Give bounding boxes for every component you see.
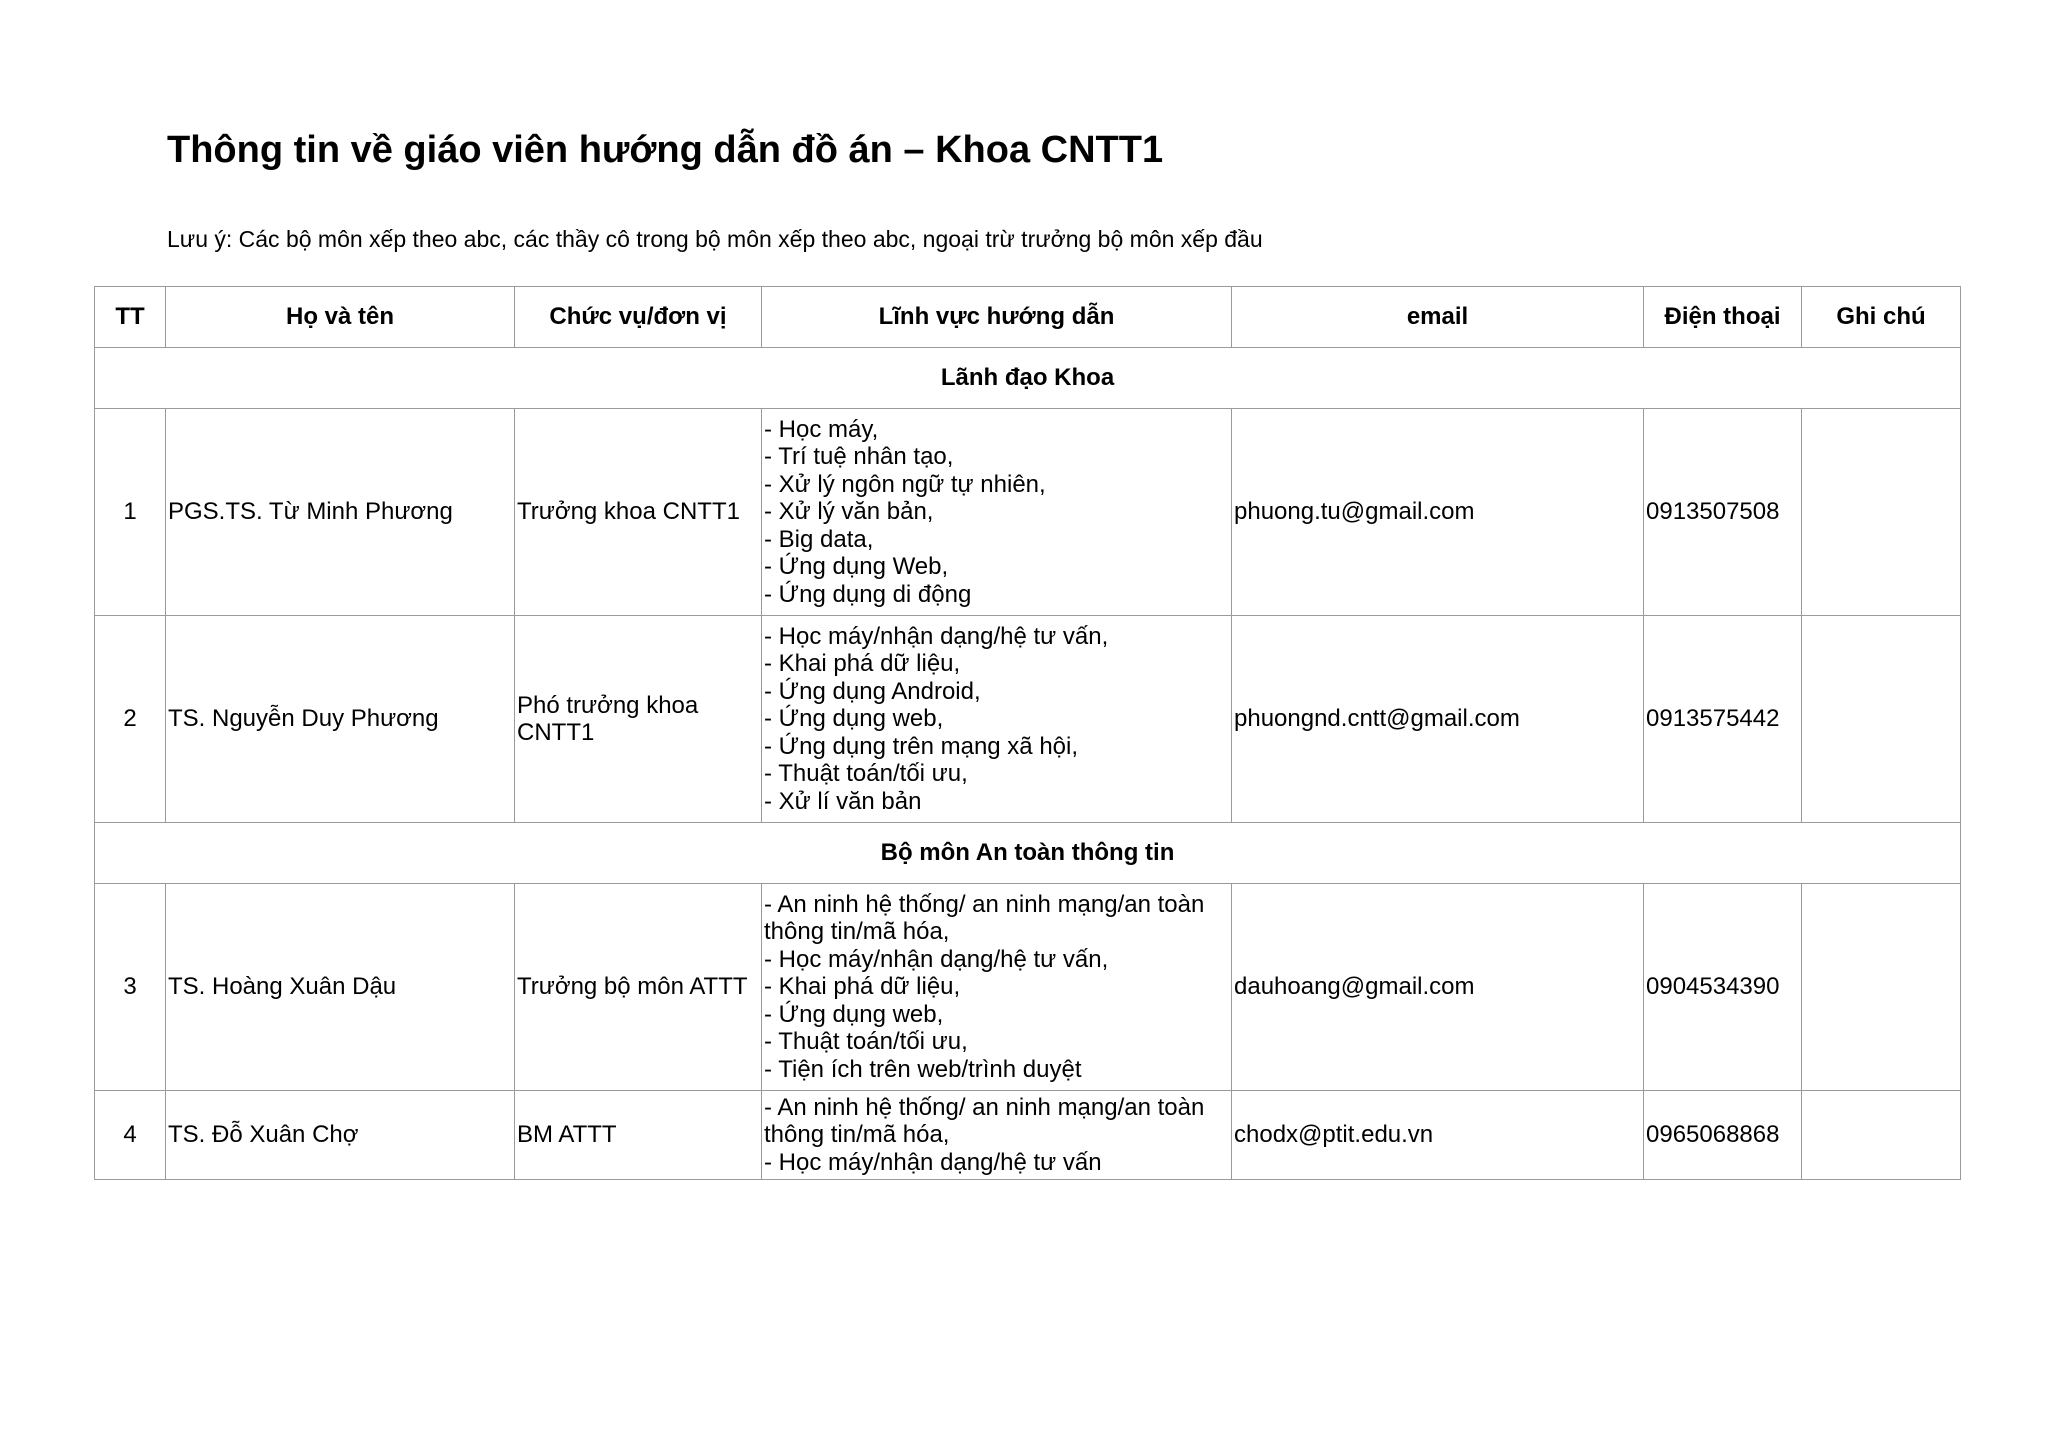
field-item: - Khai phá dữ liệu, xyxy=(764,650,961,678)
cell-phone: 0965068868 xyxy=(1644,1091,1802,1180)
cell-notes xyxy=(1802,616,1961,823)
field-item: - Big data, xyxy=(764,525,874,553)
cell-notes xyxy=(1802,1091,1961,1180)
cell-name: TS. Nguyễn Duy Phương xyxy=(166,616,515,823)
cell-name: TS. Đỗ Xuân Chợ xyxy=(166,1091,515,1180)
cell-tt: 3 xyxy=(95,884,166,1091)
field-item: - Học máy/nhận dạng/hệ tư vấn, xyxy=(764,622,1109,650)
field-item: - Khai phá dữ liệu, xyxy=(764,973,961,1001)
cell-notes xyxy=(1802,409,1961,616)
cell-fields xyxy=(762,616,1232,823)
table-row xyxy=(95,409,1961,616)
field-item: - Ứng dụng di động xyxy=(764,580,972,608)
header-name: Họ và tên xyxy=(166,287,515,348)
table-row xyxy=(95,1091,1961,1180)
header-notes: Ghi chú xyxy=(1802,287,1961,348)
cell-phone: 0913575442 xyxy=(1644,616,1802,823)
field-item: - An ninh hệ thống/ an ninh mạng/an toàn thông tin/mã hóa, xyxy=(764,1093,1205,1149)
cell-position: Trưởng bộ môn ATTT xyxy=(515,884,762,1091)
field-item: - Học máy, xyxy=(764,415,879,443)
header-fields: Lĩnh vực hướng dẫn xyxy=(762,287,1232,348)
cell-email: chodx@ptit.edu.vn xyxy=(1232,1091,1644,1180)
field-item: - Xử lí văn bản xyxy=(764,787,922,815)
header-position: Chức vụ/đơn vị xyxy=(515,287,762,348)
header-tt: TT xyxy=(95,287,166,348)
cell-email: phuong.tu@gmail.com xyxy=(1232,409,1644,616)
field-item: - Ứng dụng web, xyxy=(764,705,944,733)
section-title: Bộ môn An toàn thông tin xyxy=(95,823,1961,884)
cell-email: phuongnd.cntt@gmail.com xyxy=(1232,616,1644,823)
supervisor-table xyxy=(94,286,1961,1180)
field-item: - Xử lý ngôn ngữ tự nhiên, xyxy=(764,470,1046,498)
field-item: - Ứng dụng trên mạng xã hội, xyxy=(764,732,1079,760)
cell-phone: 0913507508 xyxy=(1644,409,1802,616)
section-title: Lãnh đạo Khoa xyxy=(95,348,1961,409)
field-item: - Ứng dụng Web, xyxy=(764,553,949,581)
header-email: email xyxy=(1232,287,1644,348)
field-item: - Thuật toán/tối ưu, xyxy=(764,1028,968,1056)
cell-position: Trưởng khoa CNTT1 xyxy=(515,409,762,616)
section-row xyxy=(95,823,1961,884)
cell-position: BM ATTT xyxy=(515,1091,762,1180)
cell-name: PGS.TS. Từ Minh Phương xyxy=(166,409,515,616)
cell-position: Phó trưởng khoa CNTT1 xyxy=(515,616,762,823)
table-row xyxy=(95,616,1961,823)
cell-tt: 2 xyxy=(95,616,166,823)
cell-fields xyxy=(762,884,1232,1091)
cell-phone: 0904534390 xyxy=(1644,884,1802,1091)
field-item: - Thuật toán/tối ưu, xyxy=(764,760,968,788)
cell-tt: 4 xyxy=(95,1091,166,1180)
page-title: Thông tin về giáo viên hướng dẫn đồ án – Khoa CNTT1 xyxy=(167,129,1164,171)
field-item: - Ứng dụng web, xyxy=(764,1000,944,1028)
cell-name: TS. Hoàng Xuân Dậu xyxy=(166,884,515,1091)
field-item: - An ninh hệ thống/ an ninh mạng/an toàn thông tin/mã hóa, xyxy=(764,890,1205,946)
cell-notes xyxy=(1802,884,1961,1091)
field-item: - Tiện ích trên web/trình duyệt xyxy=(764,1055,1082,1083)
field-item: - Ứng dụng Android, xyxy=(764,677,981,705)
header-phone: Điện thoại xyxy=(1644,287,1802,348)
page-note: Lưu ý: Các bộ môn xếp theo abc, các thầy cô trong bộ môn xếp theo abc, ngoại trừ trưởng bộ môn xếp đầu xyxy=(167,226,1263,252)
section-row xyxy=(95,348,1961,409)
field-item: - Trí tuệ nhân tạo, xyxy=(764,443,954,471)
cell-fields xyxy=(762,1091,1232,1180)
field-item: - Học máy/nhận dạng/hệ tư vấn, xyxy=(764,945,1109,973)
cell-tt: 1 xyxy=(95,409,166,616)
cell-fields xyxy=(762,409,1232,616)
cell-email: dauhoang@gmail.com xyxy=(1232,884,1644,1091)
field-item: - Xử lý văn bản, xyxy=(764,498,934,526)
header-row xyxy=(95,287,1961,348)
table-row xyxy=(95,884,1961,1091)
field-item: - Học máy/nhận dạng/hệ tư vấn xyxy=(764,1148,1102,1176)
